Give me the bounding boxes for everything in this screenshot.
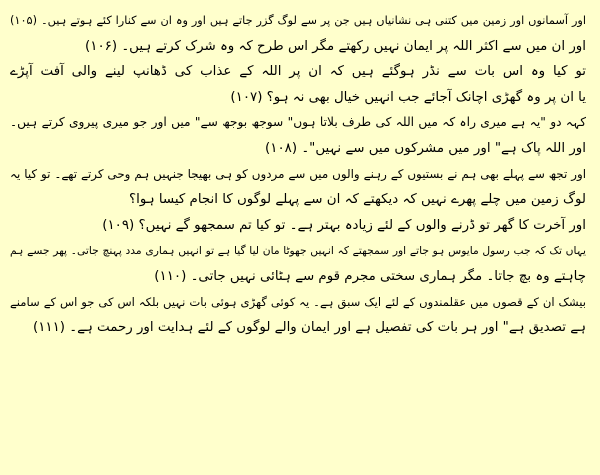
text-line: اور اللہ پاک ہے" اور میں مشرکوں میں سے نہیں"۔ (۱۰۸) [265, 140, 586, 156]
text-line: اور تجھ سے پہلے بھی ہم نے بستیوں کے رہنے والوں میں سے مردوں کو ہی بھیجا جنہیں ہم وحی کرتے تھے۔ تو کیا یہ [10, 166, 586, 181]
text-line: چاہتے وہ بچ جاتا۔ مگر ہماری سختی مجرم قوم سے ہٹائی نہیں جاتی۔ (۱۱۰) [154, 268, 586, 284]
text-line: لوگ زمین میں چلے پھرے نہیں کہ دیکھتے کہ ان سے پہلے لوگوں کا انجام کیسا ہوا؟ [129, 192, 586, 208]
text-line: یا ان پر وہ گھڑی اچانک آجائے جب انہیں خیال بھی نہ ہو؟ (۱۰۷) [230, 89, 586, 105]
text-line: بیشک ان کے قصوں میں عقلمندوں کے لئے ایک سبق ہے۔ یہ کوئی گھڑی ہوئی بات نہیں بلکہ اس کی جو اس کے سامنے [10, 294, 586, 309]
text-line: یہاں تک کہ جب رسول مایوس ہو جاتے اور سمجھتے کہ انہیں جھوٹا مان لیا گیا ہے تو انہیں ہماری مدد پہنچ جاتی۔ پھر جسے ہم [10, 244, 586, 258]
text-line: ہے تصدیق ہے" اور ہر بات کی تفصیل ہے اور ایمان والے لوگوں کے لئے ہدایت اور رحمت ہے۔ (۱۱۱) [32, 320, 586, 336]
text-line: اور ان میں سے اکثر اللہ پر ایمان نہیں رکھتے مگر اس طرح کہ وہ شرک کرتے ہیں۔ (۱۰۶) [85, 38, 586, 54]
text-line: تو کیا وہ اس بات سے نڈر ہوگئے ہیں کہ ان پر اللہ کے عذاب کی ڈھانپ لینے والی آفت آپڑے [10, 64, 586, 80]
text-line: اور آخرت کا گھر تو ڈرنے والوں کے لئے زیادہ بہتر ہے۔ تو کیا تم سمجھو گے نہیں؟ (۱۰۹) [102, 217, 586, 233]
text-line: اور آسمانوں اور زمین میں کتنی ہی نشانیاں ہیں جن پر سے لوگ گزر جاتے ہیں اور وہ ان سے کنارا کئے ہوتے ہیں۔ (۱۰۵) [10, 14, 586, 27]
text-line: کہہ دو "یہ ہے میری راہ کہ میں اللہ کی طرف بلاتا ہوں" سوجھ بوجھ سے" میں اور جو میری پیروی کرتے ہیں۔ [10, 115, 586, 130]
